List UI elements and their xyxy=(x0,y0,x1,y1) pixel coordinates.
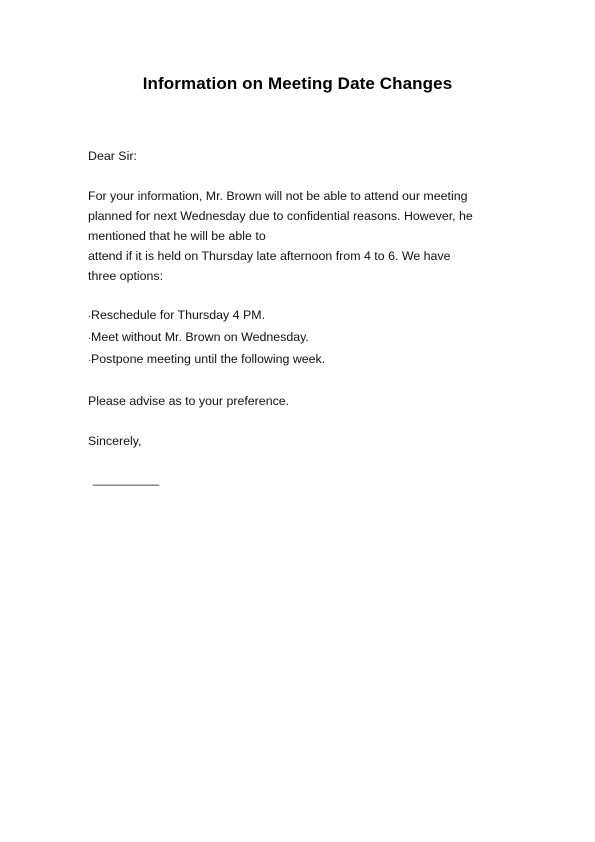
option-text: Reschedule for Thursday 4 PM. xyxy=(91,308,266,322)
salutation: Dear Sir: xyxy=(88,149,137,163)
option-item xyxy=(88,305,508,327)
option-text: Postpone meeting until the following week. xyxy=(91,352,326,366)
document-title: Information on Meeting Date Changes xyxy=(142,74,453,93)
options-list xyxy=(88,305,508,371)
option-item xyxy=(88,349,508,371)
main-paragraph xyxy=(88,186,508,286)
bullet-icon: · xyxy=(88,311,92,322)
preference-request: Please advise as to your preference. xyxy=(88,394,290,408)
letter-body xyxy=(88,146,508,489)
paragraph-line: mentioned that he will be able to xyxy=(88,229,266,243)
option-item xyxy=(88,327,508,349)
paragraph-line: three options: xyxy=(88,269,164,283)
closing: Sincerely, xyxy=(88,434,142,448)
signature-line: __________ xyxy=(93,472,159,486)
paragraph-line: planned for next Wednesday due to confidential reasons. However, he xyxy=(88,209,473,223)
paragraph-line: attend if it is held on Thursday late afternoon from 4 to 6. We have xyxy=(88,249,451,263)
bullet-icon: · xyxy=(88,333,92,344)
bullet-icon: · xyxy=(88,355,92,366)
option-text: Meet without Mr. Brown on Wednesday. xyxy=(91,330,309,344)
paragraph-line: For your information, Mr. Brown will not be able to attend our meeting xyxy=(88,189,468,203)
